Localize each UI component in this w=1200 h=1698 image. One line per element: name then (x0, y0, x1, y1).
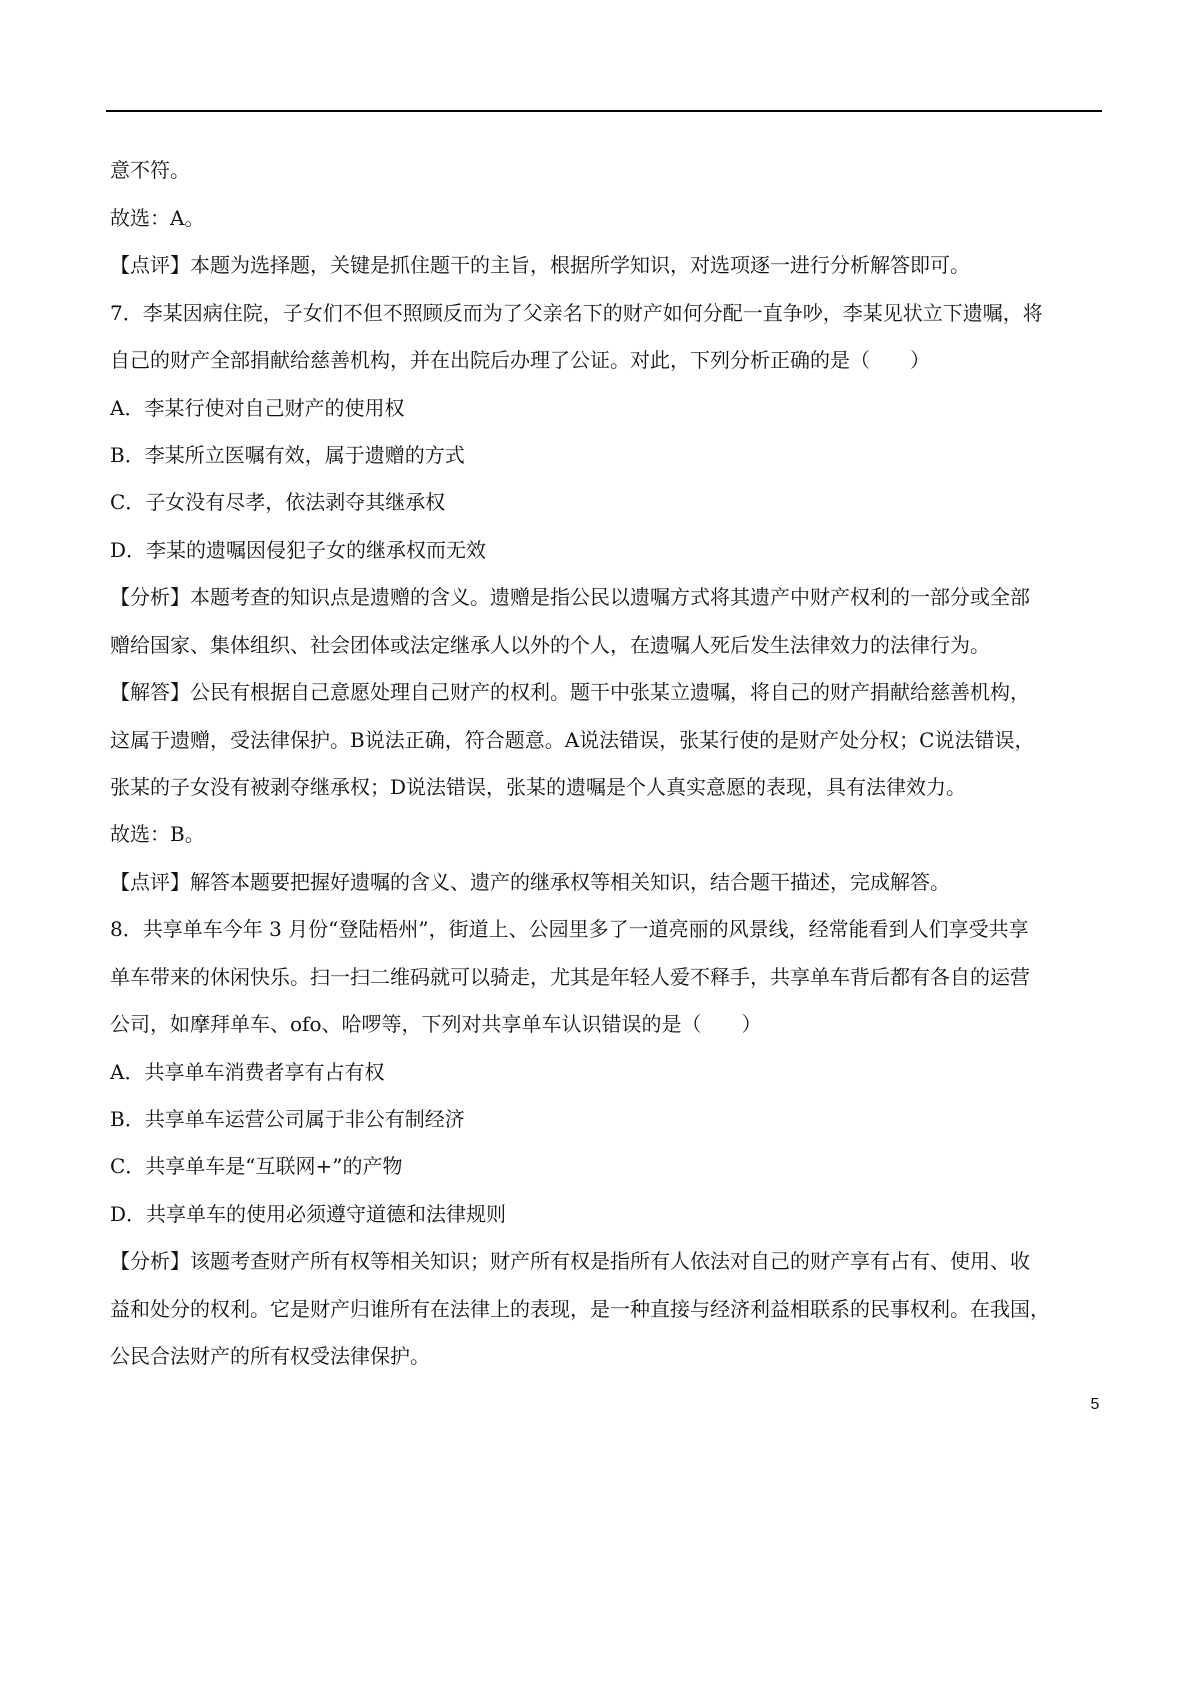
question-7-line: 7．李某因病住院，子女们不但不照顾反而为了父亲名下的财产如何分配一直争吵，李某见状立下遗嘱，将 (110, 301, 1043, 325)
analysis-line: 益和处分的权利。它是财产归谁所有在法律上的表现，是一种直接与经济利益相联系的民事权利。在我国， (110, 1297, 1050, 1321)
page-number: 5 (1090, 1396, 1100, 1413)
text-line: 意不符。 (110, 158, 190, 182)
answer-line: 张某的子女没有被剥夺继承权；D说法错误，张某的遗嘱是个人真实意愿的表现，具有法律效力。 (110, 775, 967, 799)
analysis-line: 赠给国家、集体组织、社会团体或法定继承人以外的个人，在遗嘱人死后发生法律效力的法律行为。 (110, 633, 990, 657)
option-c: C．子女没有尽孝，依法剥夺其继承权 (110, 490, 446, 514)
question-7-line: 自己的财产全部捐献给慈善机构，并在出院后办理了公证。对此，下列分析正确的是（ ） (110, 348, 930, 372)
text-line: 故选：B。 (110, 822, 205, 846)
header-rule (106, 110, 1102, 112)
text-line: 故选：A。 (110, 206, 205, 230)
option-a: A．共享单车消费者享有占有权 (110, 1060, 385, 1084)
question-8-line: 8．共享单车今年 3 月份“登陆梧州”，街道上、公园里多了一道亮丽的风景线，经常能看到人们享受共享 (110, 917, 1029, 941)
question-8-line: 单车带来的休闲快乐。扫一扫二维码就可以骑走，尤其是年轻人爱不释手，共享单车背后都有各自的运营 (110, 965, 1030, 989)
analysis-line: 【分析】该题考查财产所有权等相关知识；财产所有权是指所有人依法对自己的财产享有占有、使用、收 (110, 1249, 1030, 1273)
answer-line: 这属于遗赠，受法律保护。B说法正确，符合题意。A说法错误，张某行使的是财产处分权；C说法错误， (110, 728, 1035, 752)
comment-line: 【点评】解答本题要把握好遗嘱的含义、遗产的继承权等相关知识，结合题干描述，完成解答。 (110, 870, 950, 894)
question-8-line: 公司，如摩拜单车、ofo、哈啰等，下列对共享单车认识错误的是（ ） (110, 1012, 762, 1036)
option-b: B．李某所立医嘱有效，属于遗赠的方式 (110, 443, 465, 467)
answer-line: 【解答】公民有根据自己意愿处理自己财产的权利。题干中张某立遗嘱，将自己的财产捐献给慈善机构， (110, 680, 1030, 704)
analysis-line: 【分析】本题考查的知识点是遗赠的含义。遗赠是指公民以遗嘱方式将其遗产中财产权利的一部分或全部 (110, 585, 1030, 609)
option-d: D．李某的遗嘱因侵犯子女的继承权而无效 (110, 538, 487, 562)
text-line: 【点评】本题为选择题，关键是抓住题干的主旨，根据所学知识，对选项逐一进行分析解答即可。 (110, 253, 970, 277)
option-c: C．共享单车是“互联网+”的产物 (110, 1154, 403, 1178)
option-a: A．李某行使对自己财产的使用权 (110, 396, 405, 420)
analysis-line: 公民合法财产的所有权受法律保护。 (110, 1344, 430, 1368)
option-d: D．共享单车的使用必须遵守道德和法律规则 (110, 1202, 507, 1226)
option-b: B．共享单车运营公司属于非公有制经济 (110, 1107, 465, 1131)
